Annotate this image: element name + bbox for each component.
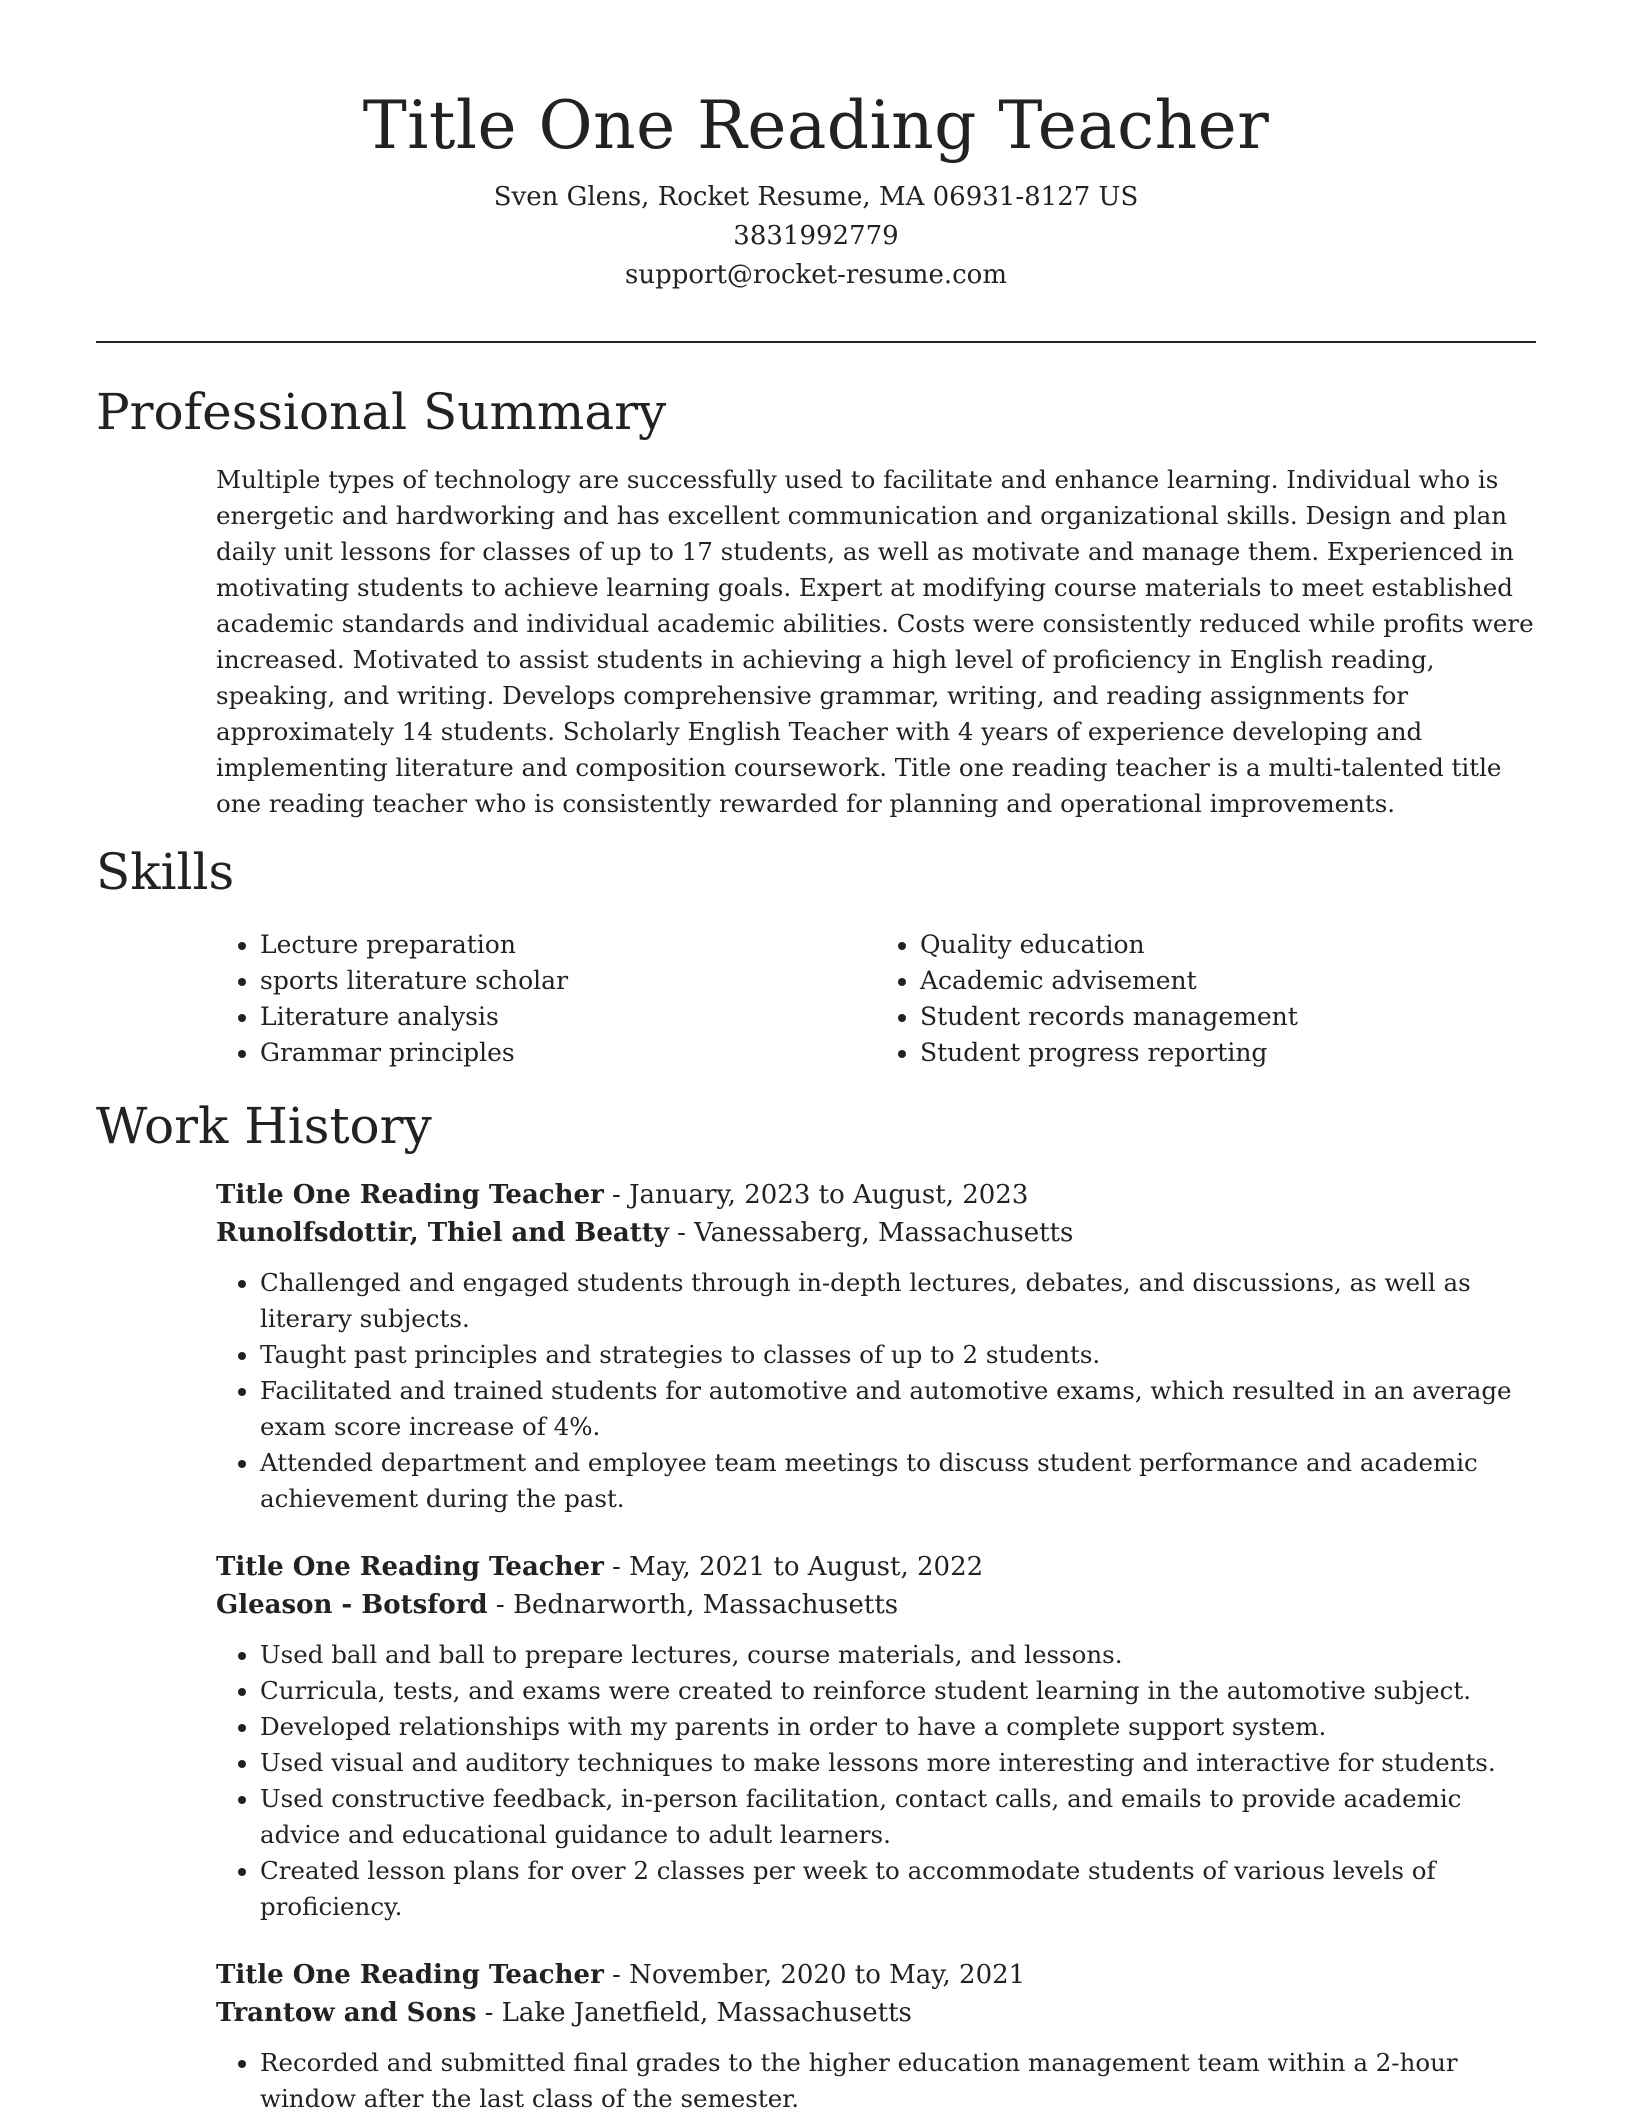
job-bullet: • Developed relationships with my parents in order to have a complete support system. [260,1709,1536,1745]
job-entry [216,1176,1536,1517]
job-role: Title One Reading Teacher [216,1552,604,1582]
job-title-line [216,1548,1536,1586]
job-company: Runolfsdottir, Thiel and Beatty [216,1218,669,1248]
contact-email: support@rocket-resume.com [624,260,1007,290]
job-bullet: • Facilitated and trained students for automotive and automotive exams, which resulted in an average exam score increase of 4%. [260,1373,1536,1445]
job-entry [216,1548,1536,1925]
job-bullet: • Curricula, tests, and exams were created to reinforce student learning in the automotive subject. [260,1673,1536,1709]
job-role: Title One Reading Teacher [216,1180,604,1210]
job-bullet: • Recorded and submitted final grades to the higher education management team within a 2-hour window after the last class of the semester. [260,2045,1536,2112]
job-company-line [216,1586,1536,1624]
skill-item: • sports literature scholar [260,963,876,999]
job-bullet: • Used ball and ball to prepare lectures, course materials, and lessons. [260,1637,1536,1673]
summary-text: Multiple types of technology are successfully used to facilitate and enhance learning. Individual who is energetic and hardworking and has excellent communication and organizational skills. Design and plan daily unit lessons for classes of up to 17 students, as well as motivate and manage them. Experienced in motivating students to achieve learning goals. Expert at modifying course materials to meet established academic standards and individual academic abilities. Costs were consistently reduced while profits were increased. Motivated to assist students in achieving a high level of proficiency in English reading, speaking, and writing. Develops comprehensive grammar, writing, and reading assignments for approximately 14 students. Scholarly English Teacher with 4 years of experience developing and implementing literature and composition coursework. Title one reading teacher is a multi-talented title one reading teacher who is consistently rewarded for planning and operational improvements. [216,465,1534,818]
contact-block [0,178,1632,295]
job-bullets [216,1637,1536,1925]
skills-heading: Skills [96,843,235,901]
job-bullet: • Challenged and engaged students through in-depth lectures, debates, and discussions, as well as literary subjects. [260,1265,1536,1337]
contact-phone: 3831992779 [733,221,899,251]
job-bullets [216,1265,1536,1517]
job-bullet: • Used constructive feedback, in-person facilitation, contact calls, and emails to provide academic advice and educational guidance to adult learners. [260,1781,1536,1853]
job-company-line [216,1994,1536,2032]
job-dates: - May, 2021 to August, 2022 [603,1552,984,1582]
job-location: - Vanessaberg, Massachusetts [668,1218,1074,1248]
job-bullets [216,2045,1536,2112]
header-divider [96,341,1536,343]
job-company: Trantow and Sons [216,1998,477,2028]
job-bullet: • Used visual and auditory techniques to make lessons more interesting and interactive for students. [260,1745,1536,1781]
summary-heading: Professional Summary [96,383,667,441]
work-history-heading: Work History [96,1097,432,1155]
skill-item: • Literature analysis [260,999,876,1035]
job-location: - Lake Janetfield, Massachusetts [476,1998,912,2028]
skill-item: • Quality education [920,927,1536,963]
skill-item: • Academic advisement [920,963,1536,999]
work-history-list [216,1176,1536,2112]
job-bullet: • Attended department and employee team meetings to discuss student performance and academic achievement during the past. [260,1445,1536,1517]
contact-address: Sven Glens, Rocket Resume, MA 06931-8127 US [493,182,1139,212]
job-company-line [216,1214,1536,1252]
skill-item: • Student progress reporting [920,1035,1536,1071]
job-dates: - November, 2020 to May, 2021 [603,1960,1026,1990]
resume-name: Title One Reading Teacher [362,87,1270,164]
job-company: Gleason - Botsford [216,1590,488,1620]
job-dates: - January, 2023 to August, 2023 [603,1180,1029,1210]
skills-list [216,927,1536,1071]
job-role: Title One Reading Teacher [216,1960,604,1990]
skill-item: • Student records management [920,999,1536,1035]
job-bullet: • Created lesson plans for over 2 classes per week to accommodate students of various levels of proficiency. [260,1853,1536,1925]
job-entry [216,1956,1536,2112]
skills-column-left [216,927,876,1071]
skill-item: • Lecture preparation [260,927,876,963]
job-location: - Bednarworth, Massachusetts [487,1590,899,1620]
skills-column-right [876,927,1536,1071]
job-title-line [216,1956,1536,1994]
job-title-line [216,1176,1536,1214]
resume-header [0,0,1632,295]
skill-item: • Grammar principles [260,1035,876,1071]
job-bullet: • Taught past principles and strategies to classes of up to 2 students. [260,1337,1536,1373]
